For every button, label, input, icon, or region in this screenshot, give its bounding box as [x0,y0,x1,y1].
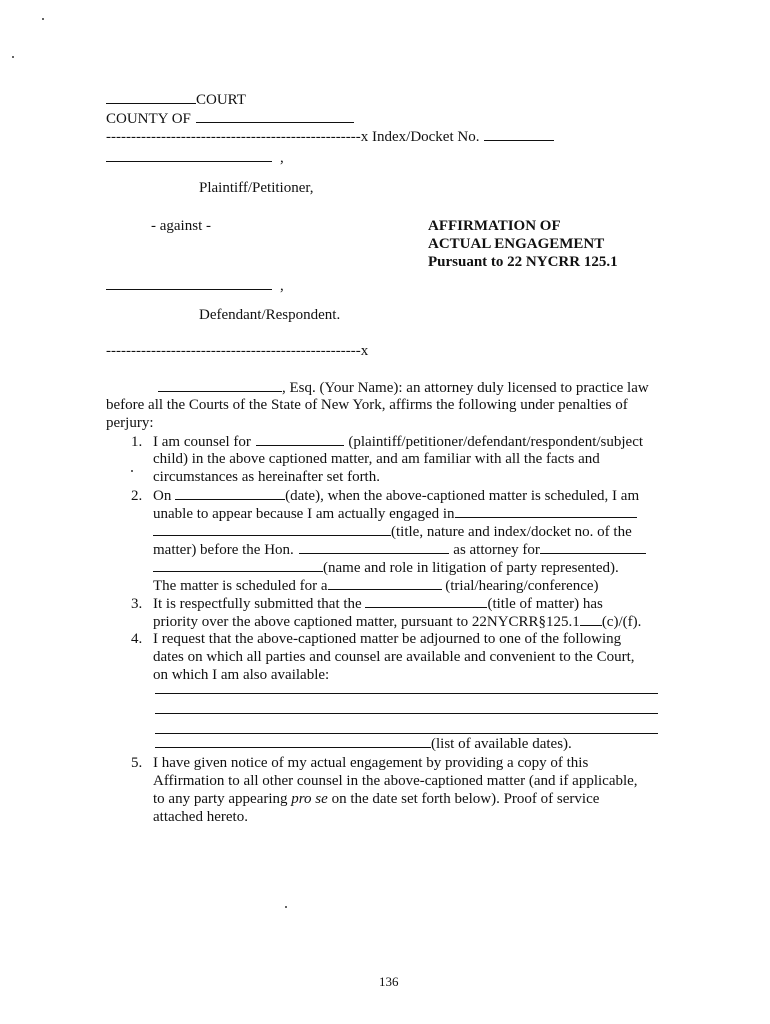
item-text: I request that the above-captioned matter be adjourned to one of the following [153,631,622,647]
item-text: (title, nature and index/docket no. of the [391,524,632,540]
item-text: (plaintiff/petitioner/defendant/respondent/subject [348,434,644,450]
attorney-for-blank[interactable] [540,541,646,554]
item-3-line2 [153,613,641,631]
page-number: 136 [379,974,399,989]
available-dates-line-2[interactable] [155,713,658,714]
item-text: (c)/(f). [601,614,642,630]
schedule-type-blank[interactable] [328,577,442,590]
item-text-italic: pro se [291,791,328,807]
item-text: (trial/hearing/conference) [445,578,599,594]
scan-speck [131,470,133,472]
matter-title-blank[interactable] [153,523,391,536]
comma: , [280,150,284,166]
intro-line2: before all the Courts of the State of New York, affirms the following under penalties of [106,397,628,413]
item-5-line4: attached hereto. [153,809,248,825]
defendant-name-line [106,277,284,295]
caption-divider-end: ---------------------------------------------------x [106,343,369,359]
item-4-last [155,735,572,753]
counsel-for-blank[interactable] [256,433,344,446]
priority-matter-blank[interactable] [365,595,487,608]
item-5-line3 [153,791,599,808]
against-label: - against - [151,218,211,234]
item-5-line2: Affirmation to all other counsel in the above-captioned matter (and if applicable, [153,773,638,789]
defendant-label: Defendant/Respondent. [199,307,341,323]
item-1-line1 [131,433,643,451]
judge-name-blank[interactable] [299,541,449,554]
item-text: On [153,488,172,504]
subsection-blank[interactable] [580,613,602,626]
item-2-line6 [153,577,599,595]
available-dates-line-1[interactable] [155,693,658,694]
item-text: priority over the above captioned matter, pursuant to 22NYCRR§125.1 [153,614,580,630]
date-blank[interactable] [175,487,285,500]
item-text: (name and role in litigation of party represented). [323,560,619,576]
divider-index-text: ---------------------------------------------------x Index/Docket No. [106,129,480,145]
item-2-line2 [153,505,637,523]
item-1-line2: child) in the above captioned matter, and am familiar with all the facts and [153,451,600,467]
caption-divider-index [106,128,555,146]
item-5-line1 [131,755,588,772]
item-text: The matter is scheduled for a [153,578,328,594]
attorney-name-blank[interactable] [158,379,282,392]
item-number: 5. [131,755,143,771]
item-2-line1 [131,487,639,505]
scan-speck [42,18,44,20]
available-dates-blank[interactable] [155,735,431,748]
scan-speck [285,906,287,908]
item-4-line1 [131,631,621,648]
doc-title-line1: AFFIRMATION OF [428,218,561,234]
item-2-line3 [153,523,632,541]
county-label: COUNTY OF [106,111,191,127]
court-blank[interactable] [106,91,196,104]
comma: , [280,278,284,294]
item-text: (date), when the above-captioned matter is scheduled, I am [285,488,640,504]
available-dates-line-3[interactable] [155,733,658,734]
plaintiff-name-line [106,149,284,167]
item-text: It is respectfully submitted that the [153,596,362,612]
county-line [106,110,355,128]
county-blank[interactable] [196,110,354,123]
intro-line1 [158,379,649,397]
item-text: as attorney for [453,542,540,558]
plaintiff-name-blank[interactable] [106,149,272,162]
court-label: COURT [196,92,246,108]
doc-title-line2: ACTUAL ENGAGEMENT [428,236,605,252]
item-number: 4. [131,631,143,647]
item-4-line3: on which I am also available: [153,667,330,683]
item-number: 1. [131,434,143,450]
scan-speck [12,56,14,58]
index-number-blank[interactable] [484,128,554,141]
engaged-in-blank[interactable] [455,505,637,518]
item-3-line1 [131,595,603,613]
party-role-blank[interactable] [153,559,323,572]
court-line [106,91,246,109]
item-text: I am counsel for [153,434,251,450]
intro-line3: perjury: [106,415,154,431]
item-text: on the date set forth below). Proof of service [331,791,600,807]
item-text: unable to appear because I am actually engaged in [153,506,455,522]
item-text: matter) before the Hon. [153,542,294,558]
item-text: (title of matter) has [487,596,603,612]
item-4-line2: dates on which all parties and counsel are available and convenient to the Court, [153,649,635,665]
item-text: (list of available dates). [431,736,572,752]
item-2-line4 [153,541,646,559]
doc-title-line3: Pursuant to 22 NYCRR 125.1 [428,254,618,270]
plaintiff-label: Plaintiff/Petitioner, [199,180,314,196]
item-text: to any party appearing [153,791,288,807]
item-number: 2. [131,488,143,504]
defendant-name-blank[interactable] [106,277,272,290]
item-number: 3. [131,596,143,612]
item-2-line5 [153,559,619,577]
item-text: I have given notice of my actual engagement by providing a copy of this [153,755,589,771]
intro-text-1: , Esq. (Your Name): an attorney duly licensed to practice law [282,380,649,396]
item-1-line3: circumstances as hereinafter set forth. [153,469,380,485]
